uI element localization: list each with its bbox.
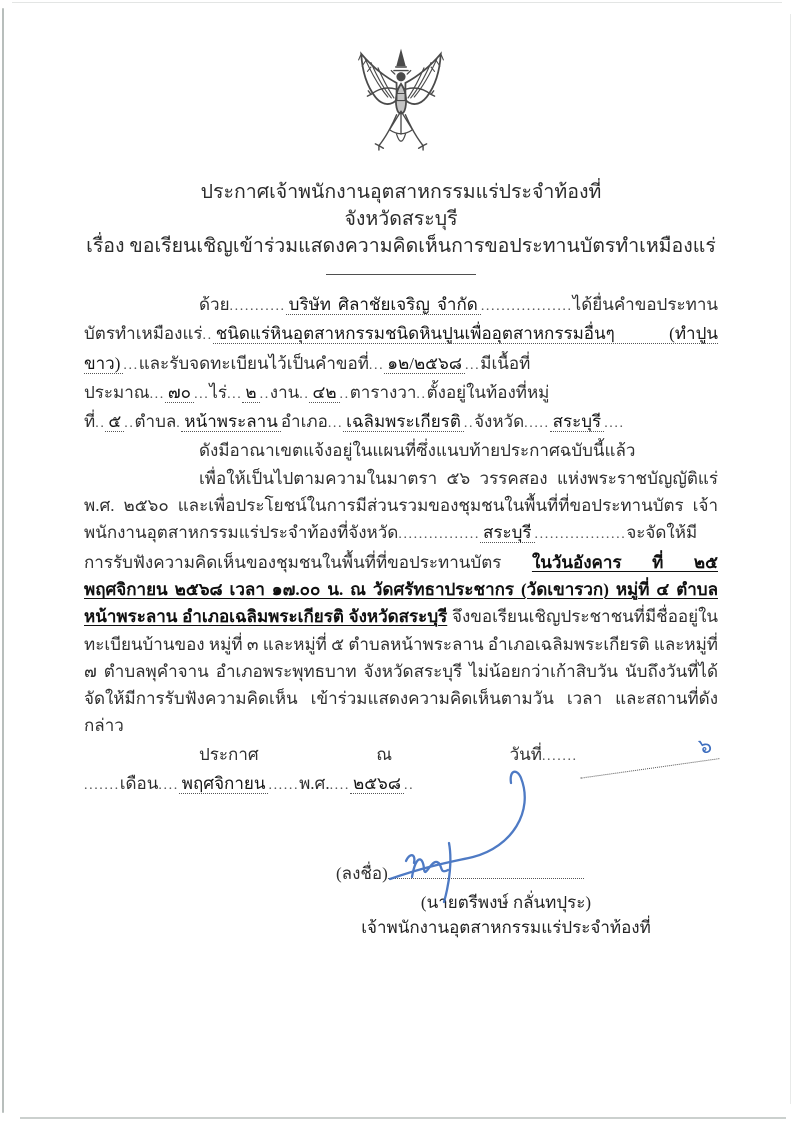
dot-leader: ... [327, 416, 344, 432]
document-content [84, 0, 718, 940]
bold-underlined-text: ในวันอังคาร ที่ ๒๕ พฤศจิกายน ๒๕๖๘ เวลา ๑๗.๐๐ น. ณ วัดศรัทธาประชากร (วัดเขารวก) หมู่ที่ ๔ ตำบลหน้าพระลาน อำเภอเฉลิมพระเกียรติ จังหวัดสระบุรี [84, 552, 718, 627]
dot-leader: ... [227, 386, 243, 402]
dot-leader: ..... [524, 416, 550, 432]
handwritten-fill: สระบุรี [550, 412, 605, 432]
body-paragraph-1 [84, 291, 718, 437]
dot-leader: .................. [480, 299, 573, 314]
scan-artifact-bottom [20, 1117, 786, 1119]
printed-text: ตำบล [134, 412, 177, 432]
printed-text: ตั้งอยู่ในท้องที่หมู่ที่ [84, 382, 550, 432]
dot-leader: .. [403, 778, 415, 794]
handwritten-fill: หน้าพระลาน [181, 412, 280, 432]
handwritten-fill: สระบุรี [480, 523, 535, 543]
scan-artifact-left [2, 8, 4, 1113]
printed-text: จะจัดให้มีการรับฟังความคิดเห็นของชุมชนในพื้นที่ที่ขอประทานบัตร [84, 523, 698, 572]
dot-leader: .................. [534, 527, 627, 543]
dot-leader: .. [299, 386, 310, 402]
title-divider [326, 274, 476, 275]
printed-text: มีเนื้อที่ประมาณ [84, 353, 531, 402]
printed-text: จึงขอเรียนเชิญประชาชนที่มีชื่ออยู่ในทะเบียนบ้านของ หมู่ที่ ๓ และหมู่ที่ ๕ ตำบลหน้าพระลาน อำเภอเฉลิมพระเกียรติ และหมู่ที่ ๗ ตำบลพุคำจาน อำเภอพระพุทธบาท จังหวัดสระบุรี ไม่น้อยกว่าเก้าสิบวัน นับถึงวันที่ได้จัดให้มีการรับฟังความคิดเห็น เข้าร่วมแสดงความคิดเห็นตามวัน เวลา และสถานที่ดังกล่าว [84, 607, 718, 736]
garuda-icon [348, 42, 454, 168]
announcement-date-line [84, 732, 718, 800]
sign-label: (ลงชื่อ) [336, 864, 388, 884]
dot-leader: ... [123, 357, 139, 373]
title-line-1: ประกาศเจ้าพนักงานอุตสาหกรรมแร่ประจำท้องที่ [200, 182, 602, 203]
printed-text: เดือน [119, 774, 159, 794]
dot-leader: .. [339, 386, 350, 402]
document-title-block [84, 179, 718, 260]
signature-block [336, 861, 676, 940]
printed-text: ด้วย [199, 295, 230, 314]
signature-dotted-line [388, 864, 584, 879]
printed-text: ไร่ [209, 382, 228, 402]
dot-leader: .... [329, 778, 350, 794]
handwritten-fill: ๗๐ [165, 383, 194, 403]
printed-text: ตารางวา [349, 382, 417, 402]
dot-leader: .. [202, 328, 213, 344]
signer-title: เจ้าพนักงานอุตสาหกรรมแร่ประจำท้องที่ [361, 918, 651, 938]
scan-artifact-right [790, 14, 791, 1104]
dot-leader: ....... [541, 748, 578, 764]
sign-here-row [336, 861, 676, 886]
handwritten-fill: ชนิดแร่หินอุตสาหกรรมชนิดหินปูนเพื่ออุตสาหกรรมอื่นๆ (ทำปูนขาว) [84, 324, 718, 373]
dot-leader: ........... [229, 299, 286, 314]
dot-leader: ... [464, 357, 481, 373]
printed-text: และรับจดทะเบียนไว้เป็นคำขอที่ [138, 353, 369, 373]
dot-leader: ....... [84, 778, 120, 794]
dot-leader: .. [463, 416, 475, 432]
printed-text: อำเภอ [280, 412, 328, 432]
garuda-emblem [84, 42, 718, 173]
handwritten-fill: บริษัท ศิลาชัยเจริญ จำกัด [286, 295, 481, 315]
printed-text: ประกาศ ณ วันที่ [199, 744, 542, 764]
printed-text: งาน [269, 382, 300, 402]
handwritten-fill: ๒ [242, 383, 259, 403]
dot-leader: ... [194, 386, 210, 402]
handwritten-fill: ๑๒/๒๕๖๘ [384, 354, 465, 374]
signer-name: (นายตรีพงษ์ กลั่นทปุระ) [420, 893, 592, 913]
printed-text: เพื่อให้เป็นไปตามความในมาตรา ๕๖ วรรคสอง แห่งพระราชบัญญัติแร่ พ.ศ. ๒๕๖๐ และเพื่อประโยชน์ในการมีส่วนรวมของชุมชนในพื้นที่ที่ขอประทานบัตร เจ้าพนักงานอุตสาหกรรมแร่ประจำท้องที่จังหวัด [84, 468, 718, 543]
body-paragraph-3 [84, 465, 718, 740]
dot-leader: ...... [268, 778, 300, 794]
title-line-2: จังหวัดสระบุรี [344, 209, 458, 230]
handwritten-fill: ๔๒ [309, 383, 339, 403]
printed-text: จังหวัด [474, 412, 525, 432]
body-paragraph-2: ดังมีอาณาเขตแจ้งอยู่ในแผนที่ซึ่งแนบท้ายประกาศฉบับนี้แล้ว [199, 441, 636, 461]
dot-leader: .. [124, 416, 135, 432]
printed-text: พ.ศ. [299, 774, 330, 794]
printed-text: ได้ยื่นคำขอประทานบัตรทำเหมืองแร่ [84, 295, 718, 344]
handwritten-fill: พฤศจิกายน [179, 774, 269, 794]
dot-leader: .. [95, 416, 106, 432]
dot-leader: ... [149, 386, 165, 402]
handwritten-fill: ๕ [105, 412, 124, 432]
handwritten-fill-blue: ๖ [577, 731, 720, 779]
handwritten-fill: เฉลิมพระเกียรติ [343, 412, 464, 432]
handwritten-fill: ๒๕๖๘ [350, 774, 404, 794]
dot-leader: . [176, 416, 182, 432]
dot-leader: ... [368, 357, 385, 373]
dot-leader: .... [158, 778, 179, 794]
dot-leader: .. [259, 386, 270, 402]
dot-leader: ................ [398, 527, 480, 543]
dot-leader: .. [416, 386, 427, 402]
subject-line: เรื่อง ขอเรียนเชิญเข้าร่วมแสดงความคิดเห็นการขอประทานบัตรทำเหมืองแร่ [86, 236, 716, 257]
dot-leader: .... [604, 416, 625, 432]
